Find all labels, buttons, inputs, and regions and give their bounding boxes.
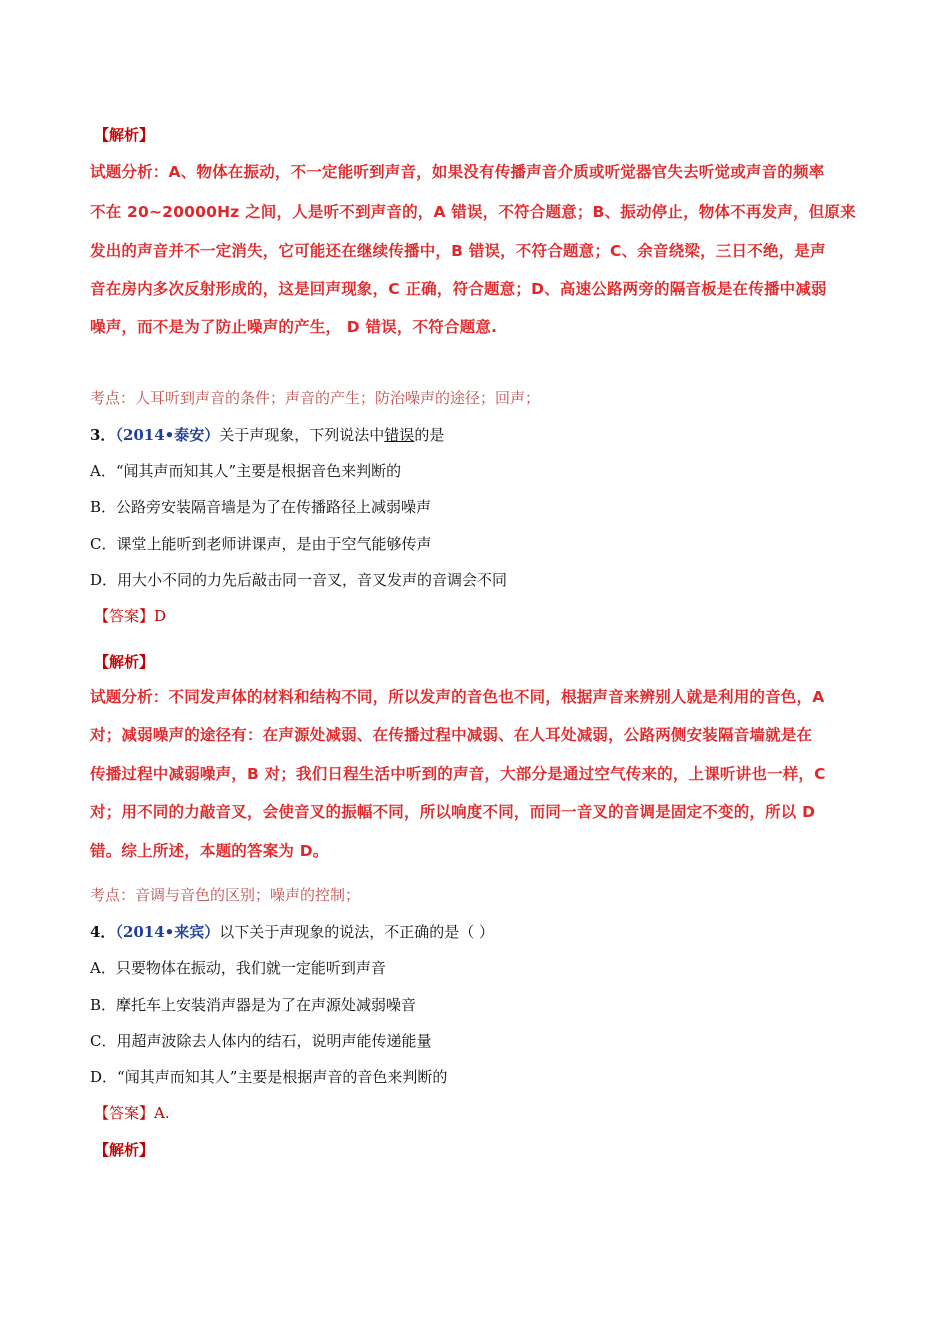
analysis-line: 音在房内多次反射形成的，这是回声现象，C 正确，符合题意；D、高速公路两旁的隔音板是在传播中减弱 — [90, 280, 827, 298]
option-c: C．用超声波除去人体内的结石，说明声能传递能量 — [90, 1032, 432, 1050]
analysis-heading: 【解析】 — [94, 653, 155, 671]
option-b: B．公路旁安装隔音墙是为了在传播路径上减弱噪声 — [90, 498, 432, 516]
option-d: D．用大小不同的力先后敲击同一音叉，音叉发声的音调会不同 — [90, 571, 508, 589]
analysis-line: 错。综上所述，本题的答案为 D。 — [90, 842, 329, 860]
kaodian-line: 考点：人耳听到声音的条件；声音的产生；防治噪声的途径；回声； — [90, 389, 541, 407]
analysis-line: 试题分析：A、物体在振动，不一定能听到声音，如果没有传播声音介质或听觉器官失去听觉或声音的频率 — [90, 163, 825, 181]
question-source: （2014•来宾） — [115, 923, 220, 941]
analysis-line: 噪声，而不是为了防止噪声的产生， D 错误，不符合题意. — [90, 318, 498, 336]
answer-line: 【答案】A. — [94, 1104, 170, 1122]
question-emphasis: 错误 — [384, 426, 415, 444]
question-text: 关于声现象，下列说法中 — [219, 426, 385, 444]
analysis-line: 传播过程中减弱噪声，B 对；我们日程生活中听到的声音，大部分是通过空气传来的，上课听讲也一样，C — [90, 765, 826, 783]
question-text: 以下关于声现象的说法，不正确的是（ ） — [219, 923, 495, 941]
analysis-heading: 【解析】 — [94, 1141, 155, 1159]
analysis-heading: 【解析】 — [94, 126, 155, 144]
analysis-line: 试题分析：不同发声体的材料和结构不同，所以发声的音色也不同，根据声音来辨别人就是利用的音色，A — [90, 688, 825, 706]
analysis-line: 发出的声音并不一定消失，它可能还在继续传播中，B 错误，不符合题意；C、余音绕梁，三日不绝，是声 — [90, 242, 826, 260]
option-d: D．“闻其声而知其人”主要是根据声音的音色来判断的 — [90, 1068, 448, 1086]
question-number: 4． — [90, 923, 116, 941]
question-3-stem — [90, 424, 444, 446]
question-number: 3． — [90, 426, 116, 444]
question-source: （2014•泰安） — [115, 426, 220, 444]
answer-line: 【答案】D — [94, 607, 167, 625]
kaodian-line: 考点：音调与音色的区别；噪声的控制； — [90, 886, 361, 904]
question-text-end: 的是 — [414, 426, 445, 444]
analysis-line: 对；减弱噪声的途径有：在声源处减弱、在传播过程中减弱、在人耳处减弱，公路两侧安装隔音墙就是在 — [90, 726, 813, 744]
option-a: A．“闻其声而知其人”主要是根据音色来判断的 — [90, 462, 402, 480]
option-c: C．课堂上能听到老师讲课声，是由于空气能够传声 — [90, 535, 432, 553]
question-4-stem — [90, 921, 494, 943]
option-b: B．摩托车上安装消声器是为了在声源处减弱噪音 — [90, 996, 417, 1014]
analysis-line: 对；用不同的力敲音叉，会使音叉的振幅不同，所以响度不同，而同一音叉的音调是固定不变的，所以 D — [90, 803, 816, 821]
analysis-line: 不在 20~20000Hz 之间，人是听不到声音的，A 错误，不符合题意；B、振动停止，物体不再发声，但原来 — [90, 203, 856, 221]
option-a: A．只要物体在振动，我们就一定能听到声音 — [90, 959, 386, 977]
